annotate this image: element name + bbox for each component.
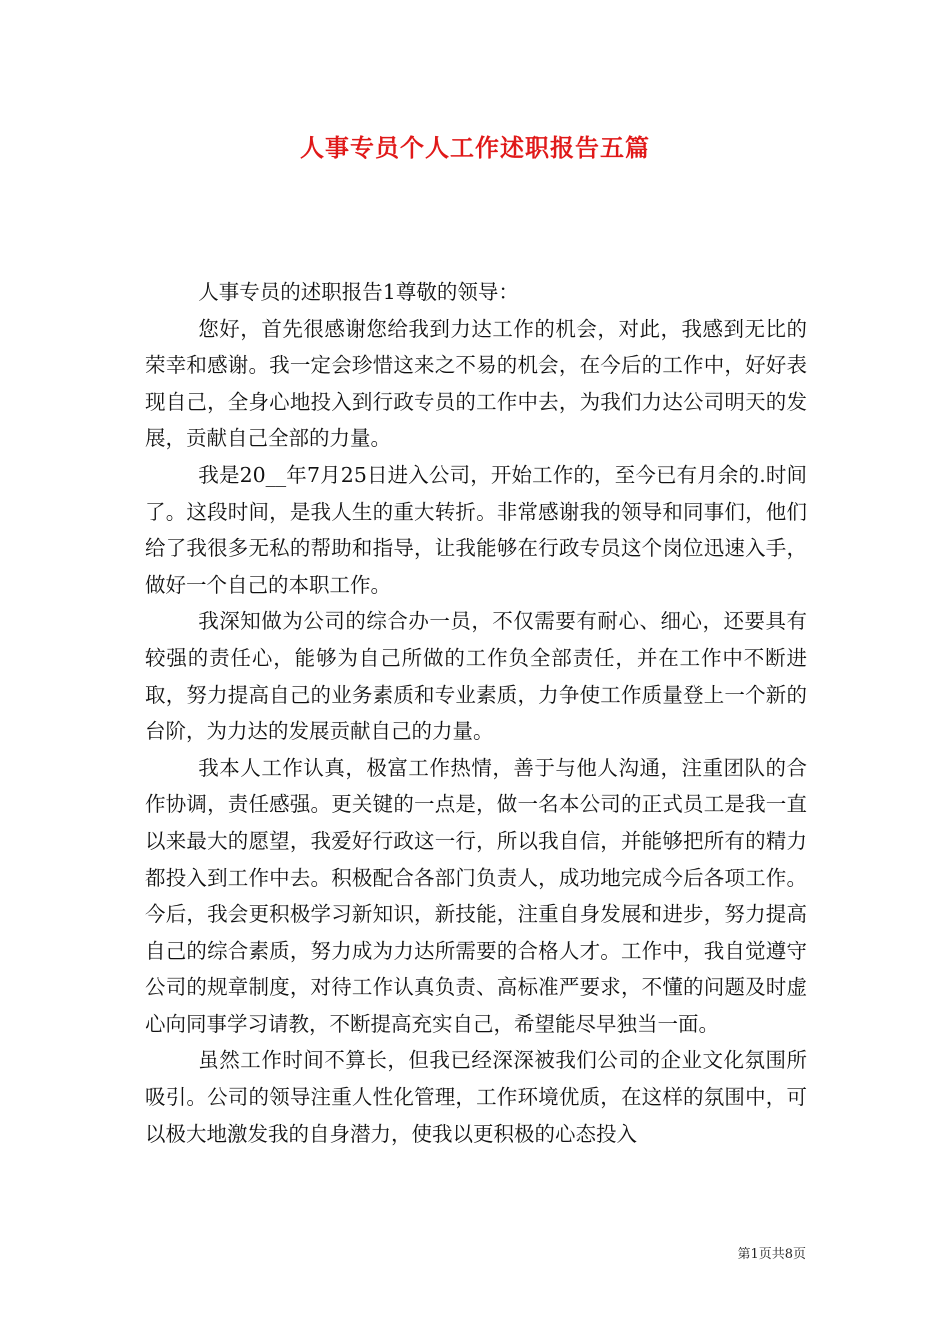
document-title: 人事专员个人工作述职报告五篇 bbox=[300, 133, 650, 162]
document-body bbox=[145, 274, 807, 1152]
page-number-footer: 第1页共8页 bbox=[737, 1247, 806, 1262]
paragraph: 我深知做为公司的综合办一员，不仅需要有耐心、细心，还要具有较强的责任心，能够为自己所做的工作负全部责任，并在工作中不断进取，努力提高自己的业务素质和专业素质，力争使工作质量登上一个新的台阶，为力达的发展贡献自己的力量。 bbox=[145, 609, 807, 744]
paragraph: 我本人工作认真，极富工作热情，善于与他人沟通，注重团队的合作协调，责任感强。更关键的一点是，做一名本公司的正式员工是我一直以来最大的愿望，我爱好行政这一行，所以我自信，并能够把所有的精力都投入到工作中去。积极配合各部门负责人，成功地完成今后各项工作。今后，我会更积极学习新知识，新技能，注重自身发展和进步，努力提高自己的综合素质，努力成为力达所需要的合格人才。工作中，我自觉遵守公司的规章制度，对待工作认真负责、高标准严要求，不懂的问题及时虚心向同事学习请教，不断提高充实自己，希望能尽早独当一面。 bbox=[145, 755, 807, 1036]
paragraph: 人事专员的述职报告1尊敬的领导： bbox=[198, 280, 519, 304]
paragraph: 您好，首先很感谢您给我到力达工作的机会，对此，我感到无比的荣幸和感谢。我一定会珍惜这来之不易的机会，在今后的工作中，好好表现自己，全身心地投入到行政专员的工作中去，为我们力达公司明天的发展，贡献自己全部的力量。 bbox=[145, 316, 807, 451]
paragraph: 我是20__年7月25日进入公司，开始工作的，至今已有月余的.时间了。这段时间，是我人生的重大转折。非常感谢我的领导和同事们，他们给了我很多无私的帮助和指导，让我能够在行政专员这个岗位迅速入手，做好一个自己的本职工作。 bbox=[145, 462, 807, 597]
paragraph: 虽然工作时间不算长，但我已经深深被我们公司的企业文化氛围所吸引。公司的领导注重人性化管理，工作环境优质，在这样的氛围中，可以极大地激发我的自身潜力，使我以更积极的心态投入 bbox=[145, 1048, 807, 1146]
